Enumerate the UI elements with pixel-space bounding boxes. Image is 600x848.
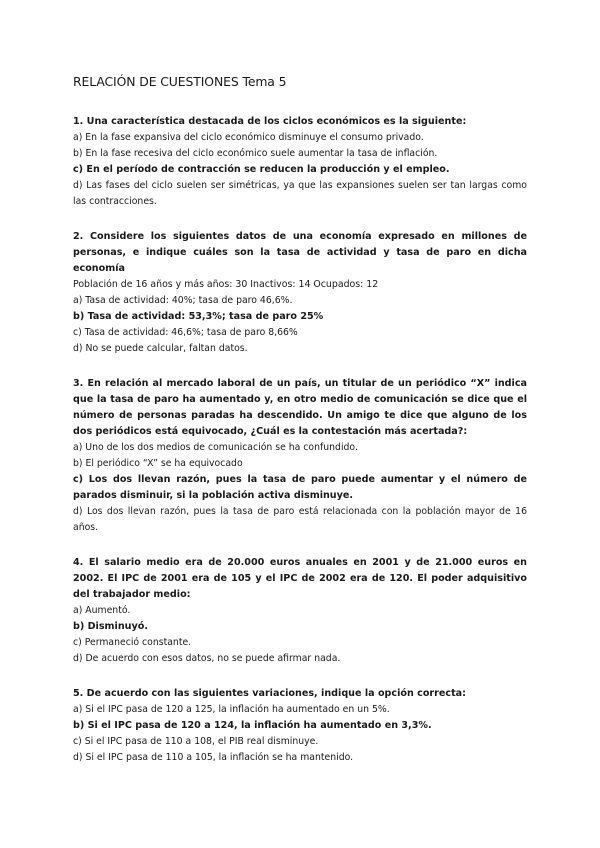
- option-b: b) En la fase recesiva del ciclo económico suele aumentar la tasa de inflación.: [73, 148, 438, 159]
- option-c: c) Permaneció constante.: [73, 637, 192, 648]
- option-b-correct: b) Tasa de actividad: 53,3%; tasa de paro 25%: [73, 311, 324, 322]
- option-d: d) Si el IPC pasa de 110 a 105, la inflación se ha mantenido.: [73, 752, 354, 763]
- option-a: a) Tasa de actividad: 40%; tasa de paro 46,6%.: [73, 295, 293, 306]
- question-5: [73, 686, 527, 766]
- option-d: d) De acuerdo con esos datos, no se puede afirmar nada.: [73, 653, 341, 664]
- option-c: c) Tasa de actividad: 46,6%; tasa de paro 8,66%: [73, 327, 298, 338]
- question-4: [73, 555, 527, 667]
- question-2: [73, 229, 527, 357]
- question-text: 3. En relación al mercado laboral de un país, un titular de un periódico “X” indica que la tasa de paro ha aumentado y, en otro medio de comunicación se dice que el número de personas paradas ha descendido. Un amigo te dice que alguno de los dos periódicos está equivocado, ¿Cuál es la contestación más acertada?:: [73, 378, 527, 437]
- option-b-correct: b) Disminuyó.: [73, 621, 148, 632]
- option-c-correct: c) En el período de contracción se reducen la producción y el empleo.: [73, 164, 450, 175]
- option-d: d) Los dos llevan razón, pues la tasa de paro está relacionada con la población mayor de 16 años.: [73, 506, 527, 533]
- document-title: RELACIÓN DE CUESTIONES Tema 5: [73, 74, 287, 89]
- question-data: Población de 16 años y más años: 30 Inactivos: 14 Ocupados: 12: [73, 279, 379, 290]
- question-text: 4. El salario medio era de 20.000 euros anuales en 2001 y de 21.000 euros en 2002. El IPC de 2001 era de 105 y el IPC de 2002 era de 120. El poder adquisitivo del trabajador medio:: [73, 557, 527, 600]
- document-page: [73, 74, 527, 785]
- question-1: [73, 114, 527, 210]
- option-c: c) Si el IPC pasa de 110 a 108, el PIB real disminuye.: [73, 736, 319, 747]
- option-a: a) Aumentó.: [73, 605, 131, 616]
- option-b-correct: b) Si el IPC pasa de 120 a 124, la inflación ha aumentado en 3,3%.: [73, 720, 432, 731]
- question-text: 1. Una característica destacada de los ciclos económicos es la siguiente:: [73, 116, 467, 127]
- option-c-correct: c) Los dos llevan razón, pues la tasa de paro puede aumentar y el número de parados disminuir, si la población activa disminuye.: [73, 474, 527, 501]
- option-a: a) Uno de los dos medios de comunicación se ha confundido.: [73, 442, 358, 453]
- option-a: a) Si el IPC pasa de 120 a 125, la inflación ha aumentado en un 5%.: [73, 704, 390, 715]
- option-a: a) En la fase expansiva del ciclo económico disminuye el consumo privado.: [73, 132, 424, 143]
- question-text: 5. De acuerdo con las siguientes variaciones, indique la opción correcta:: [73, 688, 466, 699]
- option-d: d) Las fases del ciclo suelen ser simétricas, ya que las expansiones suelen ser tan largas como las contracciones.: [73, 180, 527, 207]
- question-3: [73, 376, 527, 536]
- option-d: d) No se puede calcular, faltan datos.: [73, 343, 248, 354]
- question-text: 2. Considere los siguientes datos de una economía expresado en millones de personas, e indique cuáles son la tasa de actividad y tasa de paro en dicha economía: [73, 231, 527, 274]
- option-b: b) El periódico “X” se ha equivocado: [73, 458, 243, 469]
